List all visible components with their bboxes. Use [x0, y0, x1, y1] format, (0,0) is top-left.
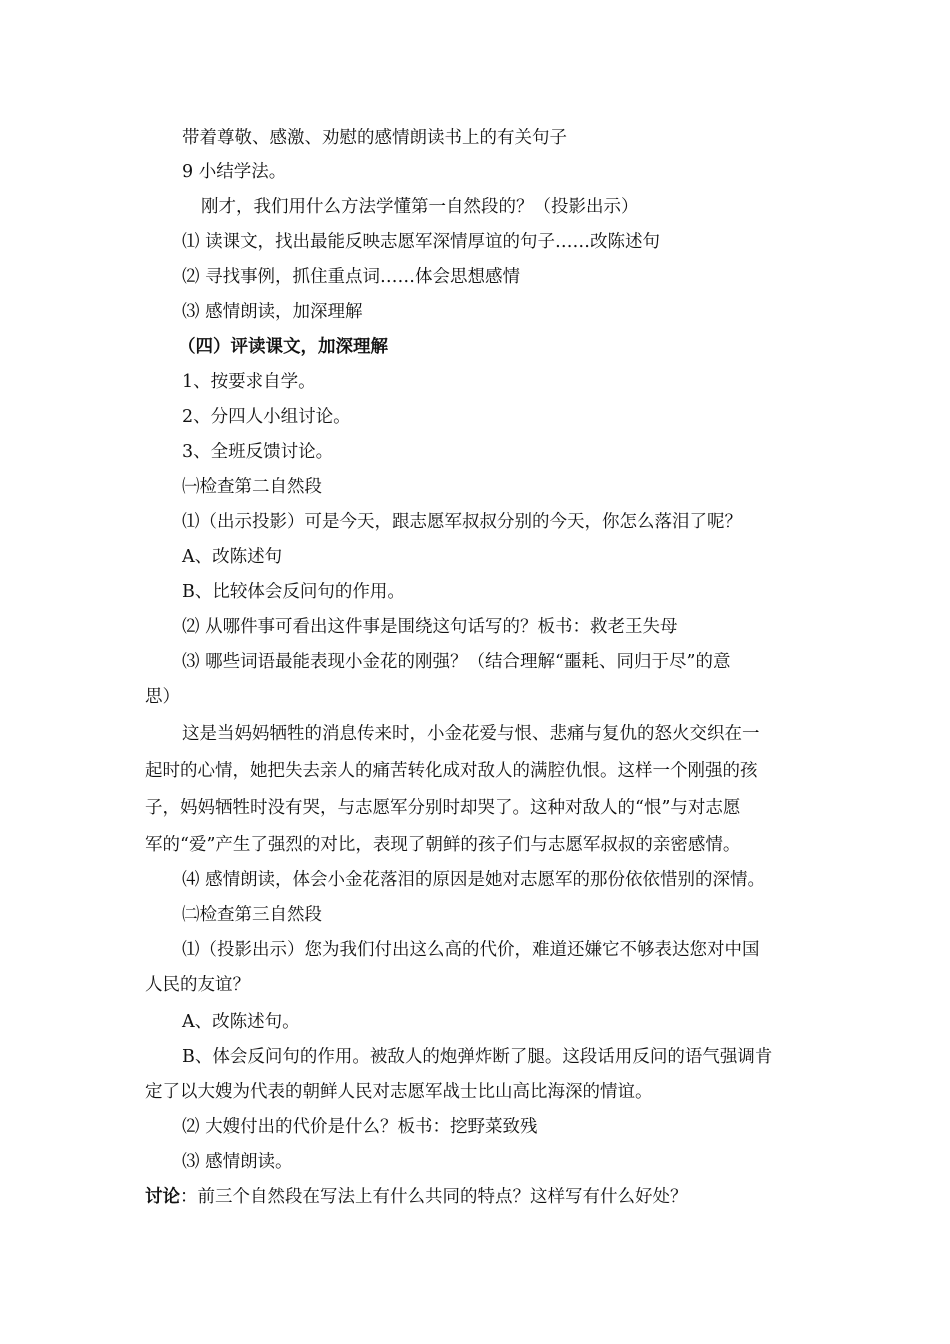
- text-line-21: 军的“爱”产生了强烈的对比，表现了朝鲜的孩子们与志愿军叔叔的亲密感情。: [145, 835, 741, 855]
- text-line-22: ⑷ 感情朗读，体会小金花落泪的原因是她对志愿军的那份依依惜别的深情。: [182, 870, 766, 890]
- discussion-text: ：前三个自然段在写法上有什么共同的特点？这样写有什么好处？: [180, 1187, 688, 1207]
- text-line-10: 3、全班反馈讨论。: [182, 442, 334, 462]
- text-line-29: ⑵ 大嫂付出的代价是什么？板书：挖野菜致残: [182, 1117, 538, 1137]
- text-line-25: 人民的友谊？: [145, 975, 250, 995]
- text-line-17: 思）: [145, 687, 180, 707]
- text-line-16: ⑶ 哪些词语最能表现小金花的刚强？（结合理解“噩耗、同归于尽”的意: [182, 652, 731, 672]
- text-line-23: ㈡检查第三自然段: [182, 905, 322, 925]
- text-line-5: ⑵ 寻找事例，抓住重点词……体会思想感情: [182, 267, 521, 287]
- text-line-8: 1、按要求自学。: [182, 372, 316, 392]
- text-line-27: B、体会反问句的作用。被敌人的炮弹炸断了腿。这段话用反问的语气强调肯: [182, 1047, 773, 1067]
- text-line-9: 2、分四人小组讨论。: [182, 407, 351, 427]
- text-line-12: ⑴（出示投影）可是今天，跟志愿军叔叔分别的今天，你怎么落泪了呢？: [182, 512, 742, 532]
- text-line-30: ⑶ 感情朗读。: [182, 1152, 293, 1172]
- text-line-26: A、改陈述句。: [182, 1012, 300, 1032]
- text-line-4: ⑴ 读课文，找出最能反映志愿军深情厚谊的句子……改陈述句: [182, 232, 661, 252]
- discussion-line: [145, 1186, 950, 1208]
- text-line-24: ⑴（投影出示）您为我们付出这么高的代价，难道还嫌它不够表达您对中国: [182, 940, 760, 960]
- text-line-14: B、比较体会反问句的作用。: [182, 582, 405, 602]
- text-line-3: 刚才，我们用什么方法学懂第一自然段的？（投影出示）: [201, 197, 639, 217]
- text-line-13: A、改陈述句: [182, 547, 283, 567]
- text-line-11: ㈠检查第二自然段: [182, 477, 322, 497]
- text-line-19: 起时的心情，她把失去亲人的痛苦转化成对敌人的满腔仇恨。这样一个刚强的孩: [145, 761, 758, 781]
- text-line-20: 子，妈妈牺牲时没有哭，与志愿军分别时却哭了。这种对敌人的“恨”与对志愿: [145, 798, 741, 818]
- discussion-label: 讨论: [145, 1187, 180, 1207]
- text-line-6: ⑶ 感情朗读，加深理解: [182, 302, 363, 322]
- text-line-28: 定了以大嫂为代表的朝鲜人民对志愿军战士比山高比海深的情谊。: [145, 1082, 653, 1102]
- text-line-2: 9 小结学法。: [182, 162, 287, 182]
- text-line-18: 这是当妈妈牺牲的消息传来时，小金花爱与恨、悲痛与复仇的怒火交织在一: [182, 724, 760, 744]
- section-heading: （四）评读课文，加深理解: [178, 337, 388, 357]
- text-line-1: 带着尊敬、感激、劝慰的感情朗读书上的有关句子: [182, 128, 567, 148]
- text-line-15: ⑵ 从哪件事可看出这件事是围绕这句话写的？板书：救老王失母: [182, 617, 678, 637]
